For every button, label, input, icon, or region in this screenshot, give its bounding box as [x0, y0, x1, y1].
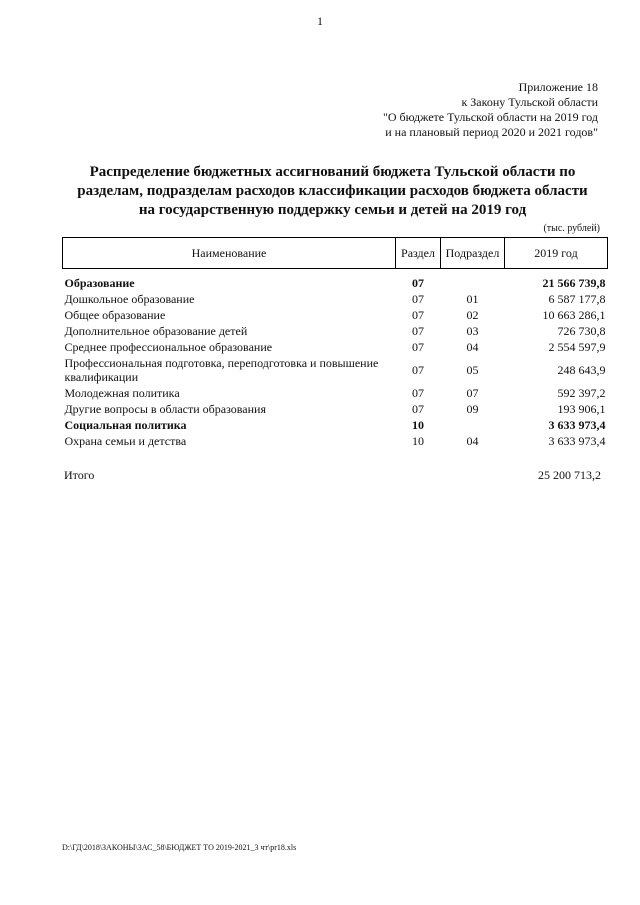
row-section: 10 [412, 434, 424, 448]
table-row [63, 385, 608, 401]
header-subsection: Подраздел [441, 238, 505, 269]
row-name: Социальная политика [64, 418, 187, 432]
table-row [63, 417, 608, 433]
row-section: 07 [412, 324, 424, 338]
row-amount: 3 633 973,4 [548, 418, 606, 432]
file-path-footer: D:\ГД\2018\ЗАКОНЫ\ЗАС_58\БЮДЖЕТ ТО 2019-2021_3 чт\pr18.xls [62, 843, 297, 852]
row-subsection: 02 [466, 308, 479, 322]
row-subsection: 03 [466, 324, 479, 338]
row-subsection: 04 [466, 434, 479, 448]
table-header-row [63, 238, 608, 269]
row-section: 07 [412, 292, 424, 306]
row-subsection: 07 [466, 386, 479, 400]
row-section: 07 [412, 276, 424, 290]
table-row [63, 401, 608, 417]
row-subsection: 04 [466, 340, 479, 354]
row-section: 07 [412, 340, 424, 354]
row-name: Молодежная политика [64, 386, 180, 400]
row-subsection [441, 417, 505, 433]
appendix-note [298, 80, 598, 140]
row-amount: 6 587 177,8 [548, 292, 606, 306]
appendix-line-4: и на плановый период 2020 и 2021 годов" [385, 125, 598, 139]
total-label: Итого [64, 468, 95, 482]
appendix-line-3: "О бюджете Тульской области на 2019 год [382, 110, 598, 124]
row-section: 10 [412, 418, 424, 432]
row-amount: 248 643,9 [557, 363, 606, 377]
units-label: (тыс. рублей) [543, 223, 600, 234]
table-row [63, 355, 608, 385]
row-section: 07 [412, 386, 424, 400]
table-row [63, 339, 608, 355]
row-name: Дошкольное образование [64, 292, 195, 306]
header-section: Раздел [396, 238, 441, 269]
row-name: Образование [64, 276, 135, 290]
row-name: Дополнительное образование детей [64, 324, 248, 338]
table-row [63, 269, 608, 292]
row-subsection: 01 [466, 292, 479, 306]
row-name: Среднее профессиональное образование [64, 340, 273, 354]
row-name: Общее образование [64, 308, 166, 322]
row-subsection: 09 [466, 402, 479, 416]
table-row [63, 433, 608, 449]
page-number: 1 [317, 14, 323, 28]
header-name: Наименование [63, 238, 396, 269]
row-name: Другие вопросы в области образования [64, 402, 266, 416]
title-line-2: разделам, подразделам расходов классификации расходов бюджета области [77, 183, 588, 199]
table-row [63, 307, 608, 323]
row-name: Охрана семьи и детства [64, 434, 187, 448]
row-amount: 193 906,1 [557, 402, 606, 416]
row-amount: 3 633 973,4 [548, 434, 606, 448]
document-title [60, 163, 605, 220]
budget-table [62, 237, 608, 449]
title-line-1: Распределение бюджетных ассигнований бюджета Тульской области по [89, 164, 576, 180]
header-year: 2019 год [505, 238, 608, 269]
row-subsection: 05 [466, 363, 479, 377]
row-amount: 592 397,2 [557, 386, 606, 400]
table-row [63, 323, 608, 339]
row-section: 07 [412, 363, 424, 377]
row-amount: 21 566 739,8 [542, 276, 606, 290]
row-name: Профессиональная подготовка, переподготовка и повышение квалификации [64, 356, 379, 384]
row-subsection [441, 269, 505, 292]
table-row [63, 291, 608, 307]
row-amount: 2 554 597,9 [548, 340, 606, 354]
appendix-line-1: Приложение 18 [518, 80, 598, 94]
row-amount: 10 663 286,1 [542, 308, 606, 322]
row-amount: 726 730,8 [557, 324, 606, 338]
appendix-line-2: к Закону Тульской области [461, 95, 598, 109]
row-section: 07 [412, 308, 424, 322]
row-section: 07 [412, 402, 424, 416]
title-line-3: на государственную поддержку семьи и детей на 2019 год [138, 202, 527, 218]
total-value: 25 200 713,2 [538, 468, 601, 482]
